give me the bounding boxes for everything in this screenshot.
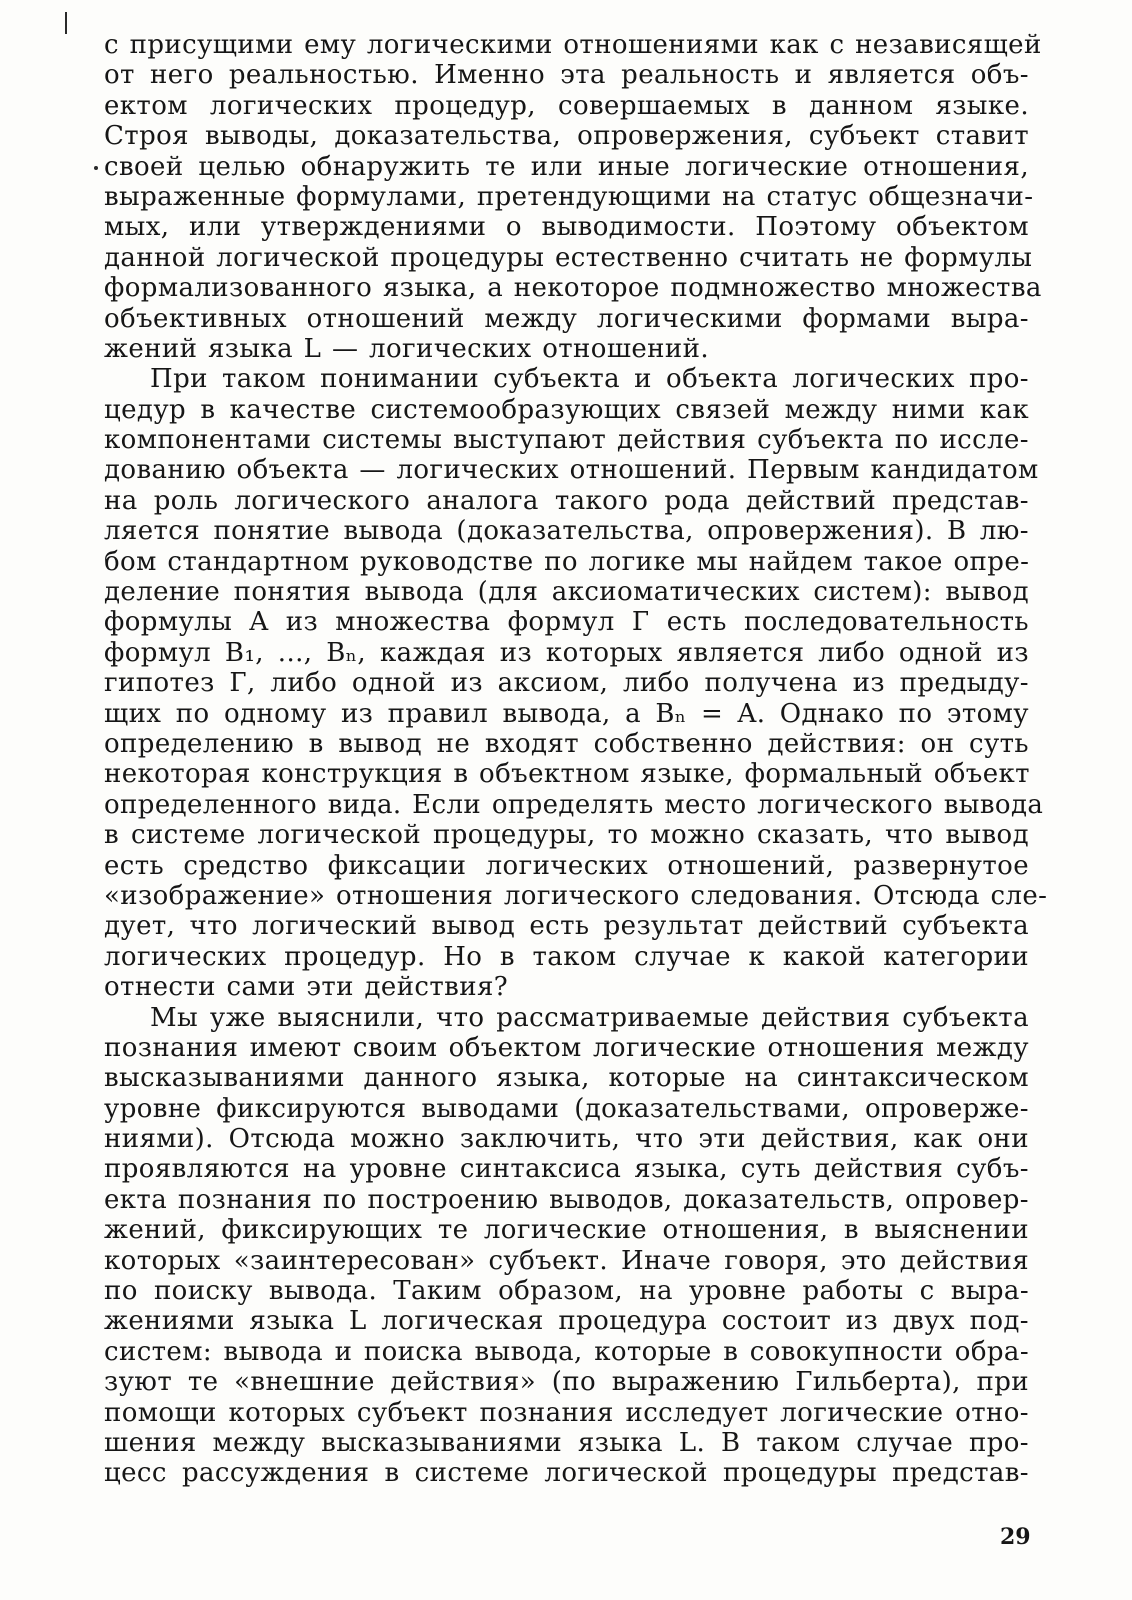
text-line: цедур в качестве системообразующих связей между ними как [104, 394, 1029, 425]
text-line: жений языка L — логических отношений. [104, 333, 710, 364]
text-line: Строя выводы, доказательства, опровержения, субъект ставит [104, 121, 1029, 152]
text-line: зуют те «внешние действия» (по выражению Гильберта), при [104, 1367, 1029, 1398]
text-line: логических процедур. Но в таком случае к какой категории [104, 941, 1029, 972]
text-line: екта познания по построению выводов, доказательств, опровер- [104, 1184, 1029, 1215]
text-line: познания имеют своим объектом логические отношения между [104, 1032, 1029, 1063]
text-line: жениями языка L логическая процедура состоит из двух под- [104, 1306, 1029, 1337]
scan-artifact-mark [65, 12, 67, 34]
text-line: деление понятия вывода (для аксиоматических систем): вывод [104, 577, 1029, 608]
text-line: данной логической процедуры естественно считать не формулы [104, 242, 1033, 273]
text-line: ектом логических процедур, совершаемых в данном языке. [104, 90, 1029, 121]
text-line: формул B₁, ..., Bₙ, каждая из которых является либо одной из [104, 637, 1029, 668]
text-line: шения между высказываниями языка L. В таком случае про- [104, 1427, 1029, 1458]
text-line: на роль логического аналога такого рода действий представ- [104, 485, 1029, 516]
text-line: систем: вывода и поиска вывода, которые в совокупности обра- [104, 1336, 1029, 1367]
text-line: компонентами системы выступают действия субъекта по иссле- [104, 425, 1029, 456]
text-line: «изображение» отношения логического следования. Отсюда сле- [104, 880, 1048, 911]
text-line: ляется понятие вывода (доказательства, опровержения). В лю- [104, 516, 1029, 547]
text-line: от него реальностью. Именно эта реальность и является объ- [104, 60, 1029, 91]
text-line: бом стандартном руководстве по логике мы найдем такое опре- [104, 546, 1030, 577]
text-line: помощи которых субъект познания исследует логические отно- [104, 1397, 1029, 1428]
text-line: дует, что логический вывод есть результат действий субъекта [104, 911, 1029, 942]
text-line: объективных отношений между логическими формами выра- [104, 303, 1029, 334]
text-line: в системе логической процедуры, то можно сказать, что вывод [104, 820, 1029, 851]
text-line: уровне фиксируются выводами (доказательствами, опроверже- [104, 1093, 1029, 1124]
text-line: цесс рассуждения в системе логической процедуры представ- [104, 1458, 1029, 1489]
text-line: мых, или утверждениями о выводимости. Поэтому объектом [104, 212, 1029, 243]
text-line: гипотез Г, либо одной из аксиом, либо получена из предыду- [104, 668, 1029, 699]
paragraph-first-line: Мы уже выяснили, что рассматриваемые действия субъекта [150, 1002, 1029, 1033]
text-line: ниями). Отсюда можно заключить, что эти действия, как они [104, 1124, 1029, 1155]
paragraph-first-line: При таком понимании субъекта и объекта логических про- [150, 364, 1029, 395]
text-line: с присущими ему логическими отношениями как с независящей [104, 30, 1042, 60]
text-line: дованию объекта — логических отношений. Первым кандидатом [104, 455, 1039, 486]
text-line: формулы A из множества формул Г есть последовательность [104, 607, 1029, 638]
page-number: 29 [1000, 1524, 1031, 1550]
text-line: проявляются на уровне синтаксиса языка, суть действия субъ- [104, 1154, 1029, 1185]
scan-artifact-dot [94, 166, 98, 170]
body-text [104, 30, 1048, 1489]
text-line: высказываниями данного языка, которые на синтаксическом [104, 1063, 1029, 1094]
text-line: формализованного языка, а некоторое подмножество множества [104, 273, 1042, 304]
text-line: некоторая конструкция в объектном языке, формальный объект [104, 759, 1030, 790]
text-line: определению в вывод не входят собственно действия: он суть [104, 728, 1029, 759]
text-line: своей целью обнаружить те или иные логические отношения, [104, 151, 1029, 182]
text-line: есть средство фиксации логических отношений, развернутое [104, 850, 1029, 881]
text-line: отнести сами эти действия? [104, 972, 509, 1003]
text-line: выраженные формулами, претендующими на статус общезначи- [104, 181, 1034, 212]
text-line: по поиску вывода. Таким образом, на уровне работы с выра- [104, 1276, 1029, 1307]
text-line: жений, фиксирующих те логические отношения, в выяснении [104, 1215, 1029, 1246]
text-line: которых «заинтересован» субъект. Иначе говоря, это действия [104, 1245, 1029, 1276]
text-line: определенного вида. Если определять место логического вывода [104, 789, 1044, 820]
text-line: щих по одному из правил вывода, а Bₙ = A. Однако по этому [104, 698, 1029, 729]
